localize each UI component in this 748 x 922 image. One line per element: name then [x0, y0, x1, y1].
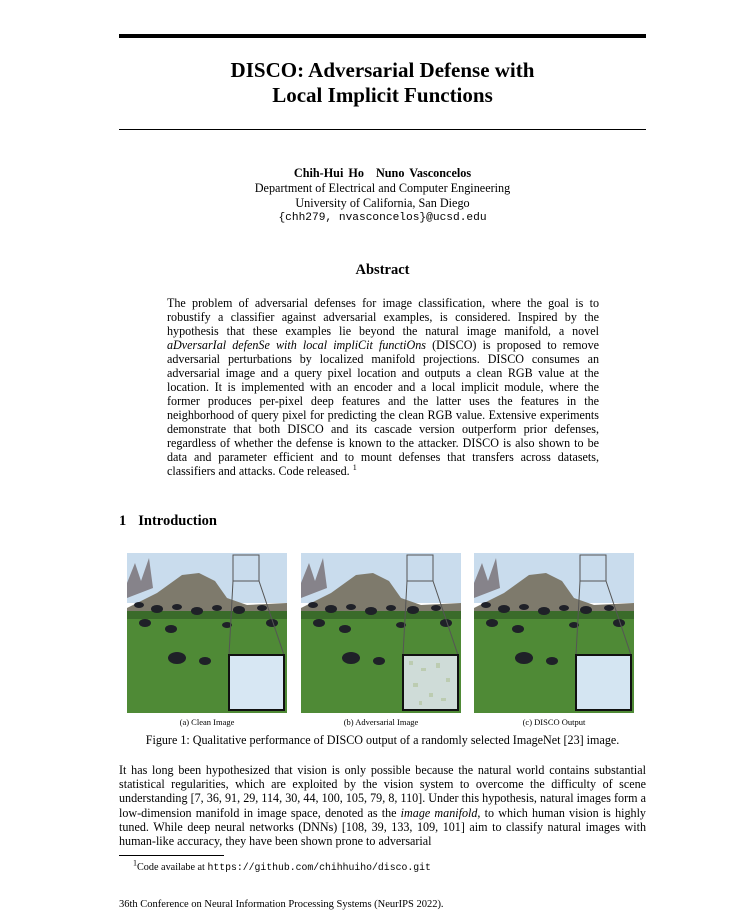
footnote — [133, 858, 431, 873]
abstract-text — [167, 296, 599, 478]
intro-text-1: It has long been hypothesized that vision is only possible because the natural world contains substantial statistical regularities, which are exploited by the vision system to overcome the difficulty of scene understanding [7, 36, 91, 29, 114, 30, 44, 100, 105, 79, 8, 110]. Under this hypothesis, natural images form a low-dimension manifold in image space, denoted as the — [119, 763, 646, 820]
clean-image — [127, 553, 287, 713]
footnote-mark: 1 — [352, 462, 357, 472]
section-heading — [119, 513, 217, 530]
section-title: Introduction — [138, 513, 217, 529]
abstract-heading: Abstract — [355, 262, 410, 278]
subcaption-disco: (c) DISCO Output — [522, 717, 586, 727]
subcaption-clean: (a) Clean Image — [179, 717, 235, 727]
disco-output-image — [474, 553, 634, 713]
figure-caption: Figure 1: Qualitative performance of DISCO output of a randomly selected ImageNet [23] image. — [145, 733, 620, 747]
abstract-text-after: (DISCO) is proposed to remove adversarial perturbations by localized manifold projections. DISCO consumes an adversarial image and a query pixel location and outputs a clean RGB value at the location. It is implemented with an encoder and a local implicit module, where the former produces per-pixel deep features and the latter uses the features in the neighborhood of query pixel for predicting the clean RGB value. Extensive experiments demonstrate that both DISCO and its cascade version outperform prior defenses, regardless of whether the defense is known to the attacker. DISCO is also shown to be data and parameter efficient and to mount defenses that transfers across datasets, classifiers and attacks. Code released. — [167, 338, 599, 478]
footnote-text: Code availabe at — [137, 862, 208, 873]
conference-note: 36th Conference on Neural Information Processing Systems (NeurIPS 2022). — [119, 899, 444, 910]
footnote-rule — [119, 855, 224, 856]
author-2: Nuno Vasconcelos — [375, 166, 472, 180]
figure-panel-disco — [474, 553, 634, 713]
footnote-number: 1 — [133, 858, 137, 868]
top-rule — [119, 34, 646, 38]
intro-text-2: , to which human vision is highly tuned. While deep neural networks (DNNs) [108, 39, 133, 109, 101] aim to classify natural images with human-like accuracy, they have been shown prone to adversarial — [119, 805, 646, 849]
footnote-url[interactable]: https://github.com/chihhuiho/disco.git — [207, 862, 431, 873]
adversarial-image — [301, 553, 461, 713]
title-line-2: Local Implicit Functions — [272, 83, 493, 107]
affiliation-university: University of California, San Diego — [295, 196, 470, 210]
figure-panel-clean — [127, 553, 287, 713]
author-block — [119, 166, 646, 226]
paper-title — [119, 58, 646, 108]
author-email: {chh279, nvasconcelos}@ucsd.edu — [278, 212, 487, 224]
abstract-acronym-expansion: aDversarIal defenSe with local impliCit functiOns — [167, 338, 426, 352]
section-number: 1 — [119, 513, 127, 529]
intro-term-image-manifold: image manifold — [400, 805, 478, 820]
affiliation-department: Department of Electrical and Computer Engineering — [254, 181, 511, 195]
intro-paragraph — [119, 763, 646, 848]
subcaption-adversarial: (b) Adversarial Image — [343, 717, 419, 727]
figure-panel-adversarial — [301, 553, 461, 713]
abstract-text-before: The problem of adversarial defenses for image classification, where the goal is to robustify a classifier against adversarial examples, is considered. Inspired by the hypothesis that these examples lie beyond the natural image manifold, a novel — [167, 296, 599, 338]
title-bottom-rule — [119, 129, 646, 130]
title-line-1: DISCO: Adversarial Defense with — [230, 58, 535, 82]
author-1: Chih-Hui Ho — [293, 166, 364, 180]
author-names — [119, 166, 646, 181]
